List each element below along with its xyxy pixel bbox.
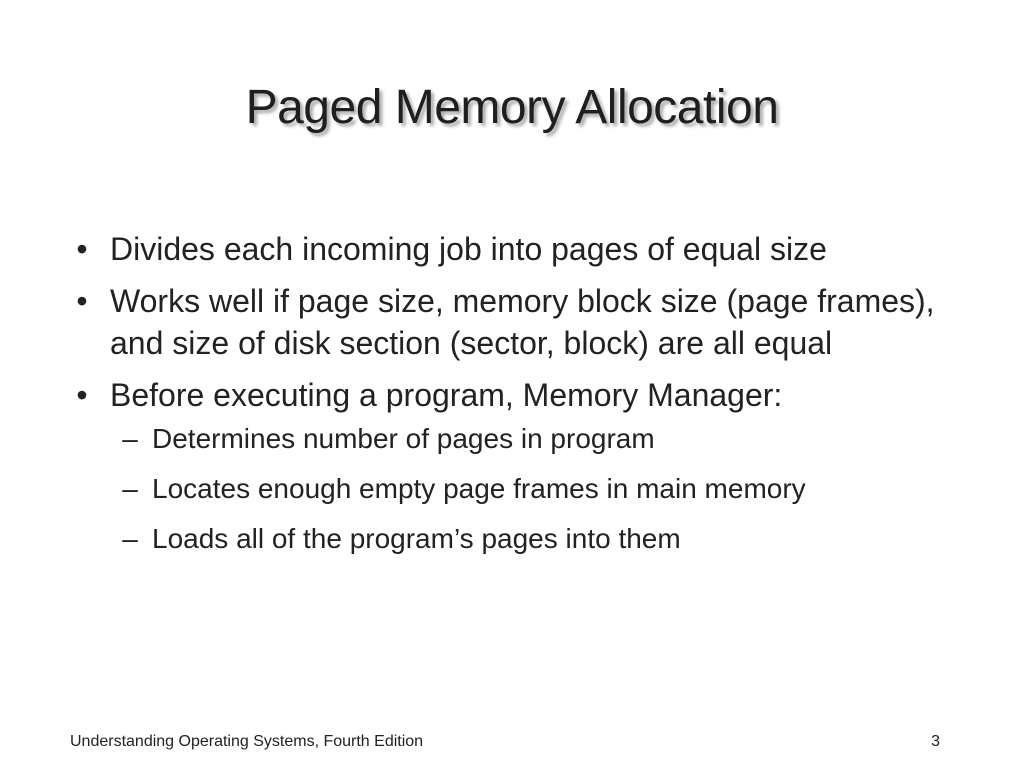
- bullet-list: [72, 228, 962, 570]
- bullet-marker: •: [76, 283, 88, 319]
- footer-source: Understanding Operating Systems, Fourth Edition: [70, 733, 424, 750]
- bullet-item: [72, 374, 962, 558]
- bullet-text: Divides each incoming job into pages of equal size: [110, 231, 827, 267]
- page-number: 3: [931, 733, 940, 750]
- sub-bullet-item: [118, 420, 962, 458]
- sub-bullet-item: [118, 470, 962, 508]
- sub-bullet-text: Loads all of the program’s pages into them: [152, 523, 681, 554]
- bullet-marker: •: [76, 231, 88, 267]
- bullet-marker: •: [76, 377, 88, 413]
- bullet-item: [72, 228, 962, 270]
- sub-bullet-text: Locates enough empty page frames in main memory: [152, 473, 806, 504]
- sub-bullet-list: [110, 420, 962, 558]
- bullet-text: Works well if page size, memory block size (page frames), and size of disk section (sector, block) are all equal: [110, 283, 935, 361]
- slide-title: Paged Memory Allocation: [245, 81, 779, 134]
- bullet-item: [72, 280, 962, 364]
- sub-bullet-item: [118, 520, 962, 558]
- sub-bullet-marker: –: [122, 473, 138, 504]
- bullet-text: Before executing a program, Memory Manager:: [110, 377, 783, 413]
- sub-bullet-text: Determines number of pages in program: [152, 423, 655, 454]
- sub-bullet-marker: –: [122, 523, 138, 554]
- sub-bullet-marker: –: [122, 423, 138, 454]
